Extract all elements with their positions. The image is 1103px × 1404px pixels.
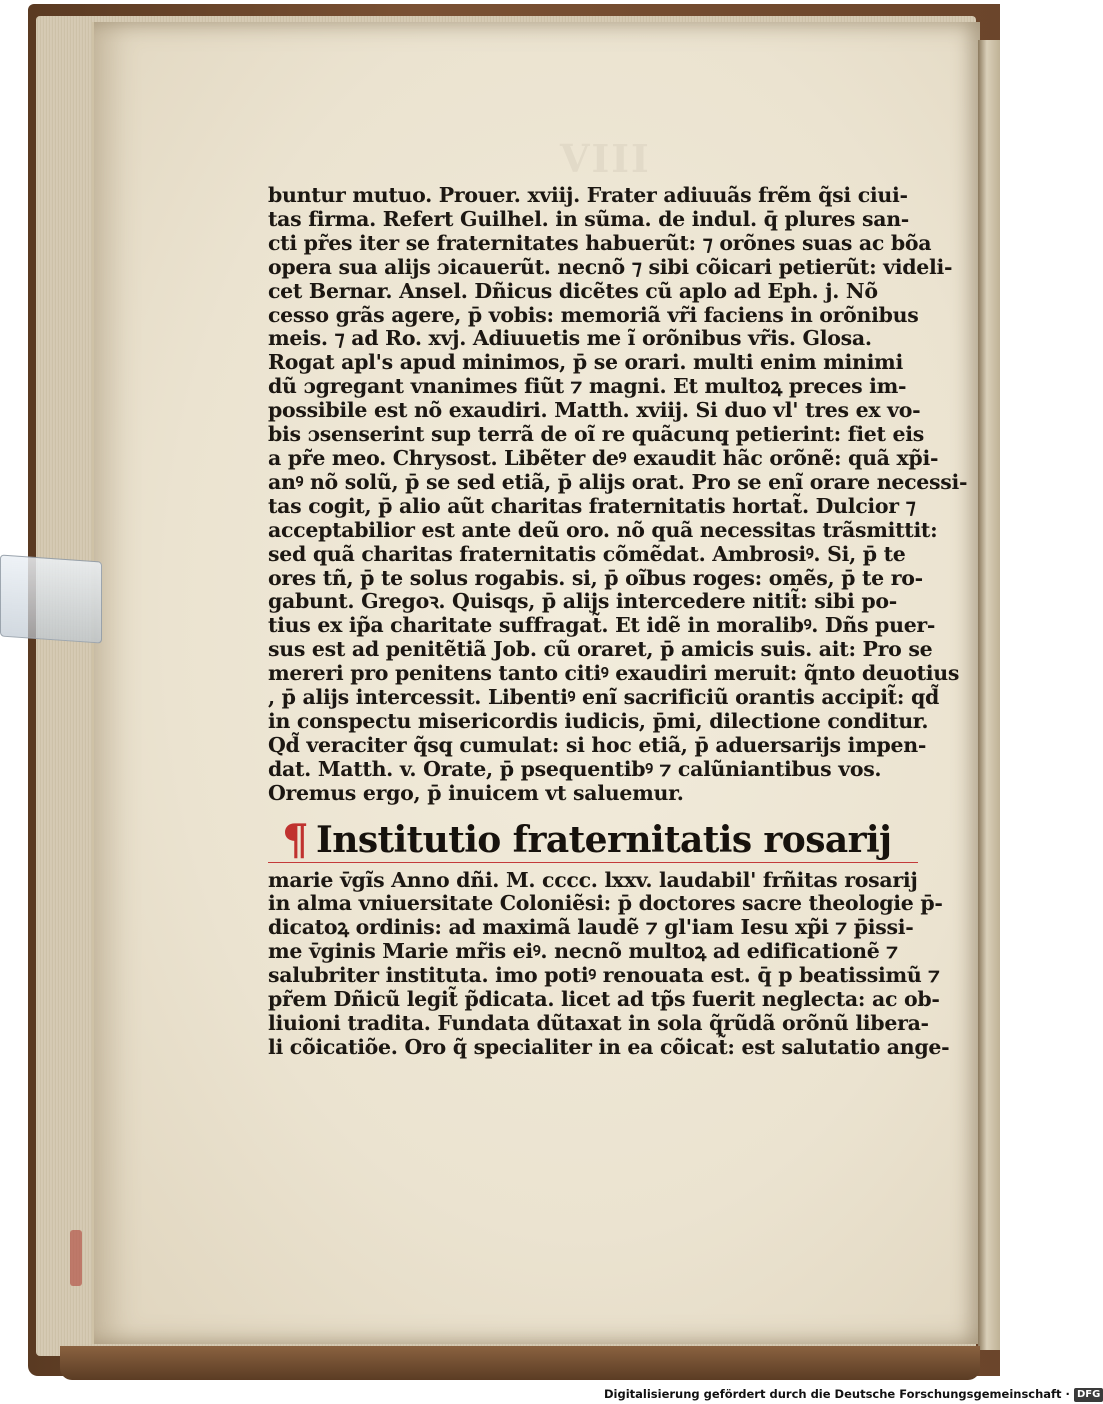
red-page-edge [70,1230,82,1286]
glass-page-weight [0,554,102,643]
text-line: li cõicatiõe. Oro q̃ specialiter in ea cõicat̃: est salutatio ange- [268,1034,950,1059]
text-line: salubriter instituta. imo potiꝰ renouata est. q̄ p beatissimũ ⁊ [268,963,940,988]
section-heading-row [268,814,918,864]
text-line: marie v̄gĩs Anno dñi. M. cccc. lxxv. laudabil' frñitas rosarij [268,867,918,892]
text-line: pr̃em Dñicũ legit̃ p̃dicata. licet ad tp̃s fuerit neglecta: ac ob- [268,987,940,1012]
text-line: Qd̃ veraciter q̃sq̧ cumulat: si hoc etiã, p̄ aduersarijs impen- [268,732,927,757]
text-line: in alma vniuersitate Coloniẽsi: p̄ doctores sacre theologie p̄- [268,891,943,916]
dfg-logo: DFG [1074,1388,1103,1402]
text-line: acceptabilior est ante deũ oro. nõ quã necessitas trãsmittit: [268,517,938,542]
text-line: bis ɔsenserint sup terrã de oĩ re quãcunq̧ petierint: fiet eis [268,422,924,447]
main-paragraph [268,183,968,806]
text-line: anꝰ nõ solũ, p̄ se sed etiã, p̄ alijs orat. Pro se enĩ orare necessi- [268,469,968,494]
text-line: tas firma. Refert Guilhel. in sũma. de indul. q̄ plures san- [268,206,910,231]
text-line: tius ex ip̃a charitate suffragat̃. Et idẽ in moralibꝰ. Dñs puer- [268,613,936,638]
text-line: gabunt. Gregoꝛ. Quisq̧s, p̄ alijs intercedere nitit̃: sibi po- [268,589,897,614]
text-line: opera sua alijs ɔicauerũt. necnõ ⁊ sibi cõicari petierũt: videli- [268,254,953,279]
text-line: Oremus ergo, p̄ inuicem vt saluemur. [268,780,684,805]
text-line: a pr̃e meo. Chrysost. Libẽter deꝰ exaudit hãc orõnẽ: quã xp̃i- [268,445,939,470]
text-line: cesso grãs agere, p̄ vobis: memoriã vr̃i faciens in orõnibus [268,302,919,327]
text-line: dũ ɔgregant vnanimes fiũt ⁊ magni. Et multoꝝ preces im- [268,374,907,399]
text-line: dat. Matth. v. Orate, p̄ psequentibꝰ ⁊ calũniantibus vos. [268,756,882,781]
text-line: ores tñ, p̄ te solus rogabis. si, p̄ oĩbus roges: omẽs, p̄ te ro- [268,565,923,590]
text-line: liuioni tradita. Fundata dũtaxat in sola q̃rũdã orõnũ libera- [268,1011,929,1035]
red-paragraph-mark: ¶ [282,814,309,864]
text-line: cti pr̃es iter se fraternitates habuerũt: ⁊ orõnes suas ac bõa [268,230,932,255]
book-bottom-edge [60,1346,980,1380]
text-line: meis. ⁊ ad Ro. xvj. Adiuuetis me ĩ orõnibus vr̃is. Glosa. [268,326,872,351]
text-line: sus est ad penitẽtiã Job. cũ oraret, p̄ amicis suis. ait: Pro se [268,637,933,662]
text-line: dicatoꝝ ordinis: ad maximã laudẽ ⁊ gl'iam Iesu xp̃i ⁊ p̄issi- [268,915,914,940]
text-line: buntur mutuo. Prouer. xviij. Frater adiuuãs frẽm q̃si ciui- [268,183,908,207]
text-line: , p̄ alijs intercessit. Libentiꝰ enĩ sacrificiũ orantis accipit̃: qd̃ [268,685,940,710]
text-line: me v̄ginis Marie mr̃is eiꝰ. necnõ multoꝝ ad edificationẽ ⁊ [268,939,898,964]
text-line: Rogat apl's apud minimos, p̄ se orari. multi enim minimi [268,350,903,375]
text-line: tas cogit, p̄ alio aũt charitas fraternitatis hortat̃. Dulcior ⁊ [268,493,916,518]
folio-number: VIII [560,136,651,181]
next-page-edge [978,40,1000,1350]
digitization-credit [604,1384,1101,1404]
section-heading: Institutio fraternitatis rosarij [316,818,892,861]
text-block [268,183,968,1060]
text-line: cet Bernar. Ansel. Dñicus dicẽtes cũ aplo ad Eph. j. Nõ [268,278,878,303]
section-paragraph [268,867,950,1060]
credit-text: Digitalisierung gefördert durch die Deutsche Forschungsgemeinschaft · [604,1387,1070,1401]
text-line: in conspectu misericordis iudicis, p̄mi, dilectione conditur. [268,708,929,733]
text-line: mereri pro penitens tanto citiꝰ exaudiri meruit: q̃nto deuotius [268,661,960,686]
text-line: possibile est nõ exaudiri. Matth. xviij. Si duo vl' tres ex vo- [268,398,921,423]
text-line: sed quã charitas fraternitatis cõmẽdat. Ambrosiꝰ. Si, p̄ te [268,541,906,566]
